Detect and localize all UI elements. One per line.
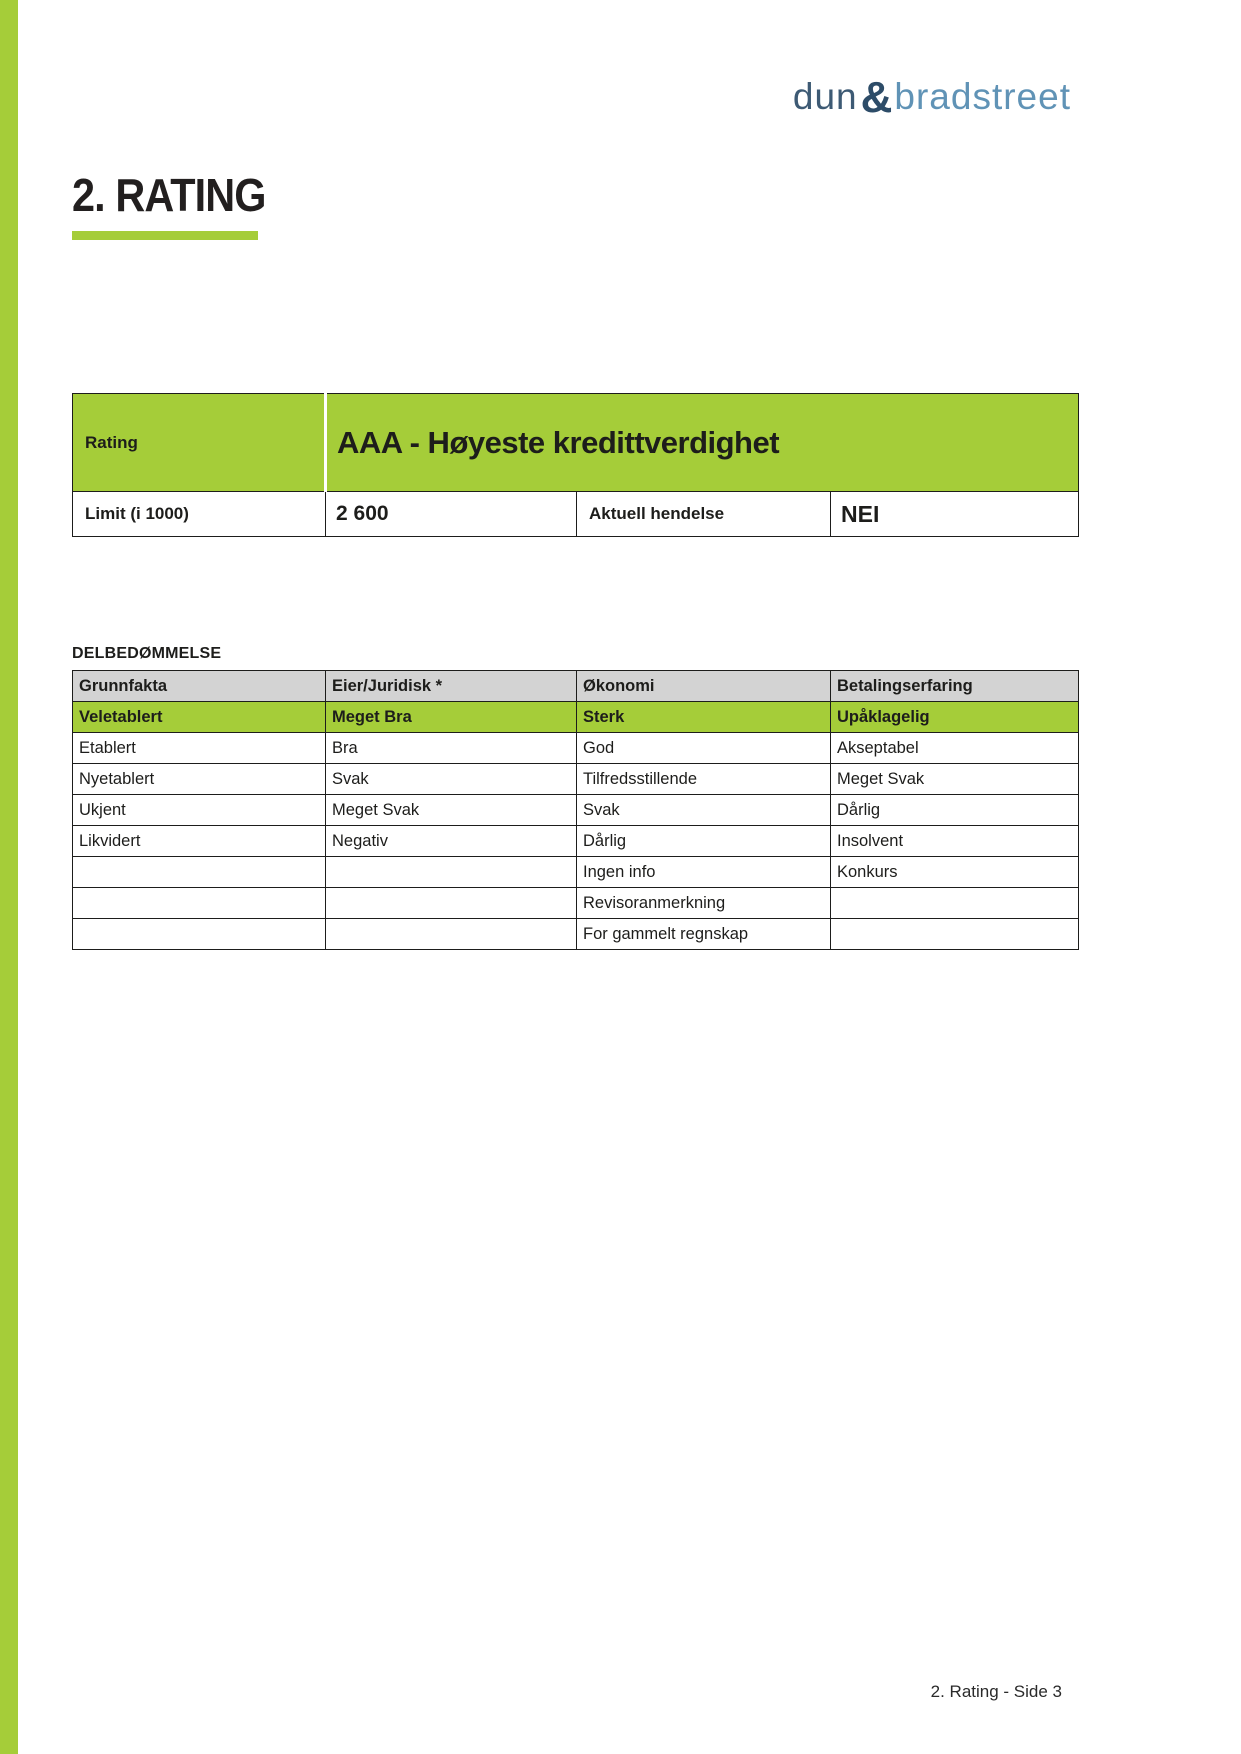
column-header: Eier/Juridisk * bbox=[326, 671, 577, 702]
assessment-row bbox=[73, 857, 1079, 888]
assessment-cell bbox=[73, 857, 326, 888]
assessment-cell: Akseptabel bbox=[831, 733, 1079, 764]
assessment-cell: Dårlig bbox=[831, 795, 1079, 826]
assessment-cell bbox=[831, 919, 1079, 950]
column-header: Økonomi bbox=[577, 671, 831, 702]
limit-row bbox=[73, 492, 1079, 537]
assessment-row bbox=[73, 795, 1079, 826]
assessment-cell: Ukjent bbox=[73, 795, 326, 826]
assessment-cell: Ingen info bbox=[577, 857, 831, 888]
assessment-cell bbox=[831, 888, 1079, 919]
assessment-header-row bbox=[73, 671, 1079, 702]
assessment-cell: Meget Bra bbox=[326, 702, 577, 733]
assessment-row bbox=[73, 733, 1079, 764]
assessment-cell: Upåklagelig bbox=[831, 702, 1079, 733]
assessment-cell: Konkurs bbox=[831, 857, 1079, 888]
assessment-cell: Bra bbox=[326, 733, 577, 764]
section-title-underline bbox=[72, 231, 258, 240]
assessment-table bbox=[72, 670, 1079, 950]
page-footer: 2. Rating - Side 3 bbox=[930, 1682, 1062, 1701]
assessment-cell: Meget Svak bbox=[831, 764, 1079, 795]
assessment-cell: Svak bbox=[577, 795, 831, 826]
rating-value: AAA - Høyeste kredittverdighet bbox=[326, 394, 1079, 492]
assessment-row bbox=[73, 888, 1079, 919]
assessment-title: DELBEDØMMELSE bbox=[72, 645, 222, 662]
assessment-cell: Svak bbox=[326, 764, 577, 795]
assessment-cell: For gammelt regnskap bbox=[577, 919, 831, 950]
assessment-cell: Dårlig bbox=[577, 826, 831, 857]
dun-bradstreet-logo bbox=[792, 73, 1071, 122]
column-header: Betalingserfaring bbox=[831, 671, 1079, 702]
column-header: Grunnfakta bbox=[73, 671, 326, 702]
assessment-cell bbox=[326, 919, 577, 950]
assessment-cell: Likvidert bbox=[73, 826, 326, 857]
assessment-cell bbox=[73, 919, 326, 950]
rating-header-row bbox=[73, 394, 1079, 492]
assessment-cell: Negativ bbox=[326, 826, 577, 857]
rating-table bbox=[72, 393, 1079, 537]
logo-ampersand-icon: & bbox=[860, 73, 894, 122]
section-title: 2. RATING bbox=[72, 169, 266, 221]
assessment-row bbox=[73, 826, 1079, 857]
rating-label: Rating bbox=[73, 394, 326, 492]
assessment-cell bbox=[73, 888, 326, 919]
assessment-row bbox=[73, 919, 1079, 950]
assessment-cell: Sterk bbox=[577, 702, 831, 733]
highlighted-assessment-row bbox=[73, 702, 1079, 733]
assessment-cell: Tilfredsstillende bbox=[577, 764, 831, 795]
assessment-cell: Revisoranmerkning bbox=[577, 888, 831, 919]
assessment-cell: God bbox=[577, 733, 831, 764]
logo-text-bradstreet: bradstreet bbox=[894, 76, 1071, 117]
assessment-cell: Nyetablert bbox=[73, 764, 326, 795]
assessment-cell bbox=[326, 888, 577, 919]
assessment-cell: Etablert bbox=[73, 733, 326, 764]
assessment-cell: Meget Svak bbox=[326, 795, 577, 826]
limit-value: 2 600 bbox=[326, 492, 577, 537]
assessment-cell bbox=[326, 857, 577, 888]
current-event-label: Aktuell hendelse bbox=[577, 492, 831, 537]
logo-text-dun: dun bbox=[792, 76, 858, 117]
assessment-row bbox=[73, 764, 1079, 795]
assessment-cell: Veletablert bbox=[73, 702, 326, 733]
current-event-value: NEI bbox=[831, 492, 1079, 537]
assessment-cell: Insolvent bbox=[831, 826, 1079, 857]
limit-label: Limit (i 1000) bbox=[73, 492, 326, 537]
left-accent-bar bbox=[0, 0, 18, 1754]
